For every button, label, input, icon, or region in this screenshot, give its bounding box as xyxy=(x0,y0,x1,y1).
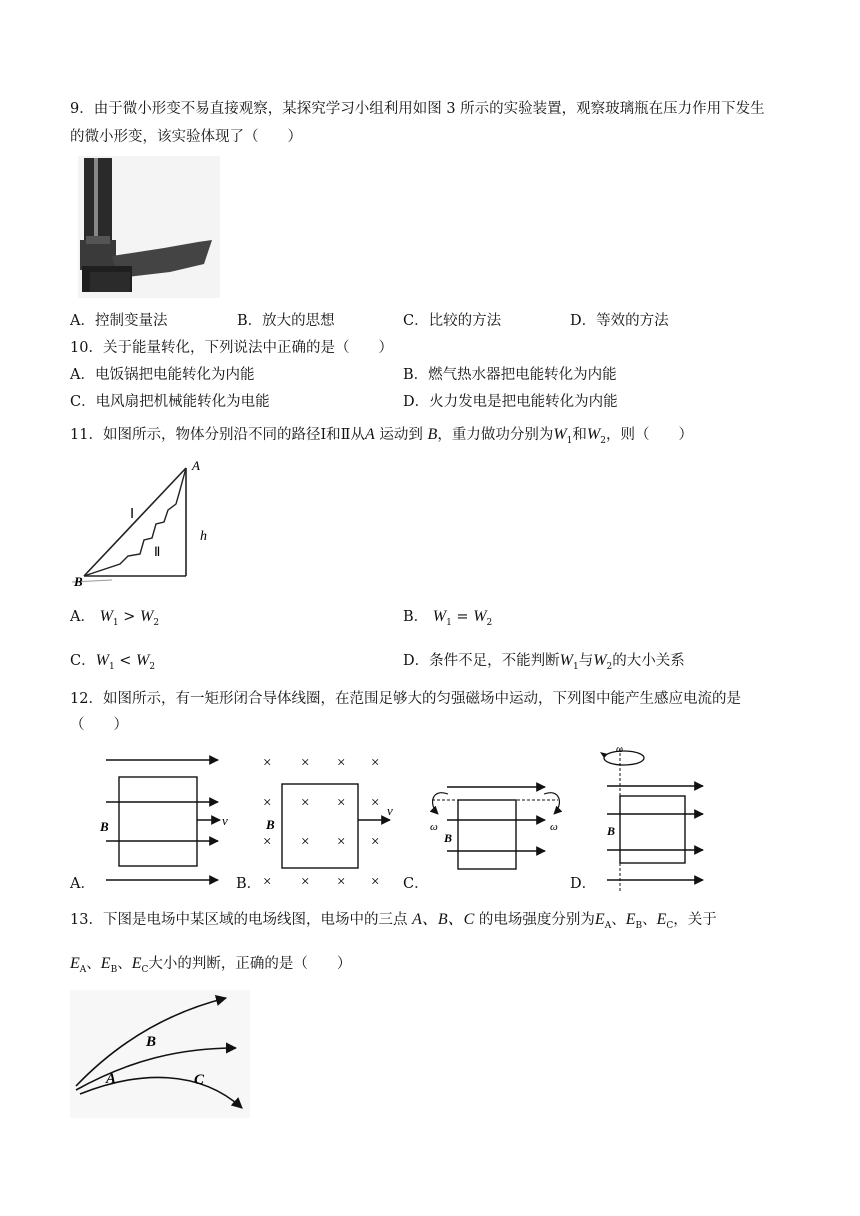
q12-stem-line1: 12．如图所示，有一矩形闭合导体线圈，在范围足够大的匀强磁场中运动，下列图中能产生感应电流的是 xyxy=(70,691,741,707)
q11-option-d-w1: W xyxy=(559,652,573,669)
q11-and: 和 xyxy=(572,427,587,443)
q11-fig-label-h: h xyxy=(200,529,207,544)
q13-ea-var: E xyxy=(70,955,80,972)
q11-option-a-op: > xyxy=(118,609,141,625)
q13-sep: 、 xyxy=(611,912,626,928)
q12-b-cross: × xyxy=(337,795,346,811)
q11-option-b xyxy=(403,606,492,634)
q11-stem xyxy=(70,424,693,452)
q9-option-d: D．等效的方法 xyxy=(570,313,669,329)
q11-fig-label-b: B xyxy=(74,574,83,589)
q11-option-c-s2: 2 xyxy=(149,661,156,672)
q11-option-d-text-b: 的大小关系 xyxy=(612,653,685,669)
q12-b-cross: × xyxy=(337,834,346,850)
q11-point-a: A xyxy=(365,426,375,443)
q11-w1-var: W xyxy=(553,426,567,443)
q11-option-d-s1: 1 xyxy=(572,661,579,672)
q10-option-c: C．电风扇把机械能转化为电能 xyxy=(70,394,270,410)
q11-option-d-and: 与 xyxy=(578,653,594,669)
q13-sep: 、 xyxy=(642,912,657,928)
q10-option-d: D．火力发电是把电能转化为内能 xyxy=(403,394,618,410)
q12-b-label-v: v xyxy=(387,803,393,818)
q10-option-a: A．电饭锅把电能转化为内能 xyxy=(70,367,255,383)
q12-b-cross: × xyxy=(337,755,346,771)
q9-option-c: C．比较的方法 xyxy=(403,313,502,329)
q12-label-a: A． xyxy=(70,876,95,892)
q9-option-b: B．放大的思想 xyxy=(237,313,335,329)
q13-sep: 、 xyxy=(86,956,101,972)
q12-c-omega-right: ω xyxy=(550,821,558,833)
q12-label-d: D． xyxy=(570,876,597,892)
q13-stem-line2 xyxy=(70,953,351,981)
q12-stem-line2: （ ） xyxy=(70,717,128,733)
q12-label-b: B． xyxy=(236,876,262,892)
q11-option-b-op: = xyxy=(451,609,474,625)
q11-option-b-w1: W xyxy=(432,608,447,625)
q13-stem-b: 的电场强度分别为 xyxy=(474,912,595,928)
q11-fig-label-path1: Ⅰ xyxy=(130,507,135,522)
q13-eb-sub: B xyxy=(110,964,118,975)
q11-option-b-s2: 2 xyxy=(486,617,493,628)
q13-fig-label-a: A xyxy=(106,1071,117,1087)
q13-sep: 、 xyxy=(117,956,132,972)
q10-option-b: B．燃气热水器把电能转化为内能 xyxy=(403,367,617,383)
q11-option-a-w1: W xyxy=(99,608,113,625)
q11-option-a-s1: 1 xyxy=(112,617,119,628)
q11-point-b: B xyxy=(427,426,438,443)
q11-option-c-label: C． xyxy=(70,653,96,669)
q11-option-c-w1: W xyxy=(95,652,109,669)
q12-a-label-v: v xyxy=(222,813,228,828)
q12-b-cross: × xyxy=(371,874,380,890)
q11-option-d xyxy=(403,650,685,678)
q12-b-cross: × xyxy=(263,834,272,850)
q13-ec-var: E xyxy=(656,911,667,928)
q12-b-cross: × xyxy=(371,834,380,850)
q11-w2-var: W xyxy=(586,426,601,443)
q13-fig-label-c: C xyxy=(194,1072,205,1088)
q13-eb-var: E xyxy=(625,911,636,928)
q13-eb-sub: B xyxy=(635,920,643,931)
q13-ec-sub: C xyxy=(666,920,674,931)
q11-option-c xyxy=(70,650,155,678)
q11-option-d-s2: 2 xyxy=(606,661,613,672)
q13-eb-var: E xyxy=(100,955,111,972)
q11-stem-end: ，则（ ） xyxy=(605,427,693,443)
q13-ea-sub: A xyxy=(604,920,612,931)
q12-b-cross: × xyxy=(301,834,310,850)
q12-b-cross: × xyxy=(371,755,380,771)
q13-points: A、B、C xyxy=(412,911,475,928)
q11-stem-c: ，重力做功分别为 xyxy=(437,427,554,443)
q11-stem-b: 运动到 xyxy=(374,427,428,443)
q13-ec-sub: C xyxy=(141,964,149,975)
q12-figure-a xyxy=(99,760,228,880)
q11-fig-label-a: A xyxy=(192,458,200,473)
q13-fig-label-b: B xyxy=(146,1034,157,1050)
q12-b-cross: × xyxy=(301,795,310,811)
q11-stem-a: 11．如图所示，物体分别沿不同的路径Ⅰ和Ⅱ从 xyxy=(70,427,366,443)
q11-option-b-w2: W xyxy=(473,608,487,625)
q13-stem-end1: ，关于 xyxy=(673,912,717,928)
q12-label-c: C． xyxy=(403,876,429,892)
q12-b-cross: × xyxy=(371,795,380,811)
q11-option-c-w2: W xyxy=(136,652,150,669)
q9-stem-line1: 9．由于微小形变不易直接观察，某探究学习小组利用如图 3 所示的实验装置，观察玻璃瓶在压力作用下发生 xyxy=(70,101,765,117)
q11-option-a-s2: 2 xyxy=(153,617,160,628)
q11-figure xyxy=(72,456,222,590)
q13-ea-var: E xyxy=(594,911,605,928)
q12-figures xyxy=(70,742,720,894)
q13-ea-sub: A xyxy=(79,964,87,975)
q11-option-a-w2: W xyxy=(140,608,154,625)
q13-ec-var: E xyxy=(131,955,142,972)
q11-option-a xyxy=(70,606,159,634)
q11-option-d-w2: W xyxy=(593,652,607,669)
q11-option-c-op: < xyxy=(114,653,137,669)
q12-d-label-b: B xyxy=(607,824,616,838)
q11-option-c-s1: 1 xyxy=(108,661,115,672)
q12-b-cross: × xyxy=(263,755,272,771)
q12-b-cross: × xyxy=(301,755,310,771)
q11-option-d-text-a: D．条件不足，不能判断 xyxy=(403,653,560,669)
q11-fig-label-path2: Ⅱ xyxy=(154,544,161,559)
q12-figure-d xyxy=(600,744,703,892)
q11-option-b-label: B． xyxy=(403,609,429,625)
q13-figure xyxy=(70,990,250,1118)
q13-stem-end2: 大小的判断，正确的是（ ） xyxy=(148,956,352,972)
q12-c-omega-left: ω xyxy=(430,821,438,833)
q11-option-a-label: A． xyxy=(70,609,95,625)
q11-w1-sub: 1 xyxy=(566,435,573,446)
q12-b-cross: × xyxy=(301,874,310,890)
q12-b-cross: × xyxy=(263,874,272,890)
q13-stem-a: 13．下图是电场中某区域的电场线图，电场中的三点 xyxy=(70,912,413,928)
q9-stem-line2: 的微小形变，该实验体现了（ ） xyxy=(70,129,302,145)
q12-figure-b xyxy=(263,755,393,890)
q9-figure xyxy=(78,156,220,298)
q9-option-a: A．控制变量法 xyxy=(70,313,168,329)
q12-a-label-b: B xyxy=(100,819,109,834)
q12-figure-c xyxy=(430,787,559,869)
q12-c-label-b: B xyxy=(444,831,453,845)
q11-w2-sub: 2 xyxy=(600,435,606,446)
q12-d-omega: ω xyxy=(616,744,624,755)
q10-stem: 10．关于能量转化，下列说法中正确的是（ ） xyxy=(70,340,393,356)
q12-b-cross: × xyxy=(263,795,272,811)
q12-b-cross: × xyxy=(337,874,346,890)
q13-stem-line1 xyxy=(70,909,717,937)
q12-b-label-b: B xyxy=(266,817,275,832)
q11-option-b-s1: 1 xyxy=(446,617,452,628)
